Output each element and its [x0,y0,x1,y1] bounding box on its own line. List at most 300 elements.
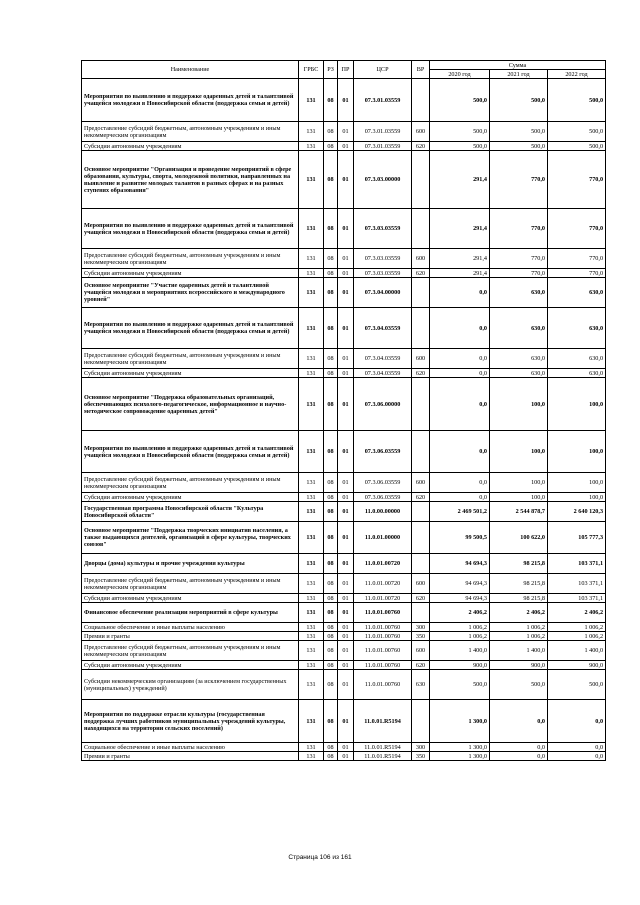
cell-sum-2020: 0,0 [430,278,490,308]
cell-rz: 08 [324,623,338,632]
cell-grbs: 131 [299,209,324,249]
cell-csr: 11.0.01.00720 [354,554,412,574]
cell-csr: 11.0.01.R5194 [354,743,412,752]
table-row [82,554,606,574]
cell-sum-2020: 0,0 [430,308,490,349]
cell-vr [412,151,430,209]
cell-rz: 08 [324,661,338,670]
cell-sum-2022: 100,0 [548,431,606,473]
cell-grbs: 131 [299,661,324,670]
table-row [82,151,606,209]
cell-sum-2021: 100,0 [490,473,548,493]
cell-vr [412,522,430,554]
cell-name: Субсидии автономным учреждениям [82,661,299,670]
cell-rz: 08 [324,632,338,641]
cell-name: Мероприятия по выявлению и поддержке одаренных детей и талантливой учащейся молодежи в Новосибирской области (поддержка семьи и детей) [82,431,299,473]
cell-sum-2022: 500,0 [548,670,606,700]
cell-grbs: 131 [299,641,324,661]
cell-pr: 01 [338,623,354,632]
header-csr: ЦСР [354,61,412,79]
cell-pr: 01 [338,603,354,623]
cell-rz: 08 [324,369,338,378]
cell-vr: 620 [412,269,430,278]
cell-name: Мероприятия по выявлению и поддержке одаренных детей и талантливой учащейся молодежи в Новосибирской области (поддержка семьи и детей) [82,209,299,249]
cell-grbs: 131 [299,743,324,752]
table-row [82,623,606,632]
cell-sum-2021: 500,0 [490,670,548,700]
cell-rz: 08 [324,378,338,431]
cell-sum-2021: 1 400,0 [490,641,548,661]
cell-sum-2022: 1 400,0 [548,641,606,661]
table-row [82,752,606,761]
cell-grbs: 131 [299,623,324,632]
cell-grbs: 131 [299,502,324,522]
table-row [82,743,606,752]
cell-vr: 620 [412,142,430,151]
cell-sum-2022: 500,0 [548,79,606,122]
cell-vr [412,700,430,743]
cell-vr [412,502,430,522]
cell-sum-2022: 630,0 [548,308,606,349]
header-grbs: ГРБС [299,61,324,79]
cell-rz: 08 [324,473,338,493]
table-row [82,493,606,502]
cell-grbs: 131 [299,670,324,700]
cell-name: Субсидии автономным учреждениям [82,269,299,278]
cell-sum-2020: 0,0 [430,493,490,502]
cell-pr: 01 [338,369,354,378]
table-row [82,522,606,554]
header-year-2022: 2022 год [548,70,606,79]
cell-vr [412,79,430,122]
cell-name: Мероприятия по выявлению и поддержке одаренных детей и талантливой учащейся молодежи в Новосибирской области (поддержка семьи и детей) [82,79,299,122]
cell-pr: 01 [338,522,354,554]
cell-sum-2022: 105 777,3 [548,522,606,554]
cell-sum-2021: 630,0 [490,369,548,378]
cell-rz: 08 [324,349,338,369]
cell-rz: 08 [324,752,338,761]
cell-rz: 08 [324,79,338,122]
cell-vr [412,378,430,431]
cell-csr: 07.3.04.03559 [354,349,412,369]
cell-csr: 07.3.06.03559 [354,431,412,473]
cell-vr [412,554,430,574]
table-row [82,670,606,700]
cell-sum-2020: 1 300,0 [430,700,490,743]
cell-grbs: 131 [299,594,324,603]
cell-sum-2021: 100 622,0 [490,522,548,554]
cell-grbs: 131 [299,603,324,623]
cell-pr: 01 [338,79,354,122]
cell-pr: 01 [338,431,354,473]
cell-csr: 11.0.01.00720 [354,594,412,603]
cell-grbs: 131 [299,378,324,431]
cell-sum-2021: 98 215,8 [490,594,548,603]
cell-sum-2021: 0,0 [490,743,548,752]
cell-pr: 01 [338,554,354,574]
table-row [82,278,606,308]
page-number: Страница 106 из 161 [288,854,352,861]
cell-csr: 07.3.01.03559 [354,122,412,142]
cell-vr: 600 [412,574,430,594]
cell-pr: 01 [338,278,354,308]
cell-sum-2021: 2 406,2 [490,603,548,623]
cell-sum-2022: 100,0 [548,473,606,493]
cell-rz: 08 [324,603,338,623]
cell-name: Предоставление субсидий бюджетным, автономным учреждениям и иным некоммерческим организациям [82,473,299,493]
cell-sum-2022: 500,0 [548,122,606,142]
cell-csr: 07.3.04.00000 [354,278,412,308]
cell-pr: 01 [338,249,354,269]
cell-rz: 08 [324,249,338,269]
table-row [82,574,606,594]
cell-sum-2020: 94 694,3 [430,574,490,594]
cell-sum-2021: 630,0 [490,278,548,308]
cell-csr: 11.0.01.R5194 [354,752,412,761]
cell-csr: 07.3.03.03559 [354,209,412,249]
cell-sum-2022: 770,0 [548,269,606,278]
cell-name: Основное мероприятие "Поддержка образовательных организаций, обеспечивающих психолого-педагогическое, информационное и научно-методическое сопровождение одаренных детей" [82,378,299,431]
cell-sum-2021: 2 544 878,7 [490,502,548,522]
cell-name: Мероприятия по поддержке отрасли культуры (государственная поддержка лучших работников муниципальных учреждений культуры, находящихся на территории сельских поселений) [82,700,299,743]
cell-sum-2022: 630,0 [548,369,606,378]
cell-grbs: 131 [299,122,324,142]
cell-sum-2021: 100,0 [490,493,548,502]
cell-vr: 600 [412,249,430,269]
cell-sum-2022: 500,0 [548,142,606,151]
cell-name: Премии и гранты [82,632,299,641]
cell-grbs: 131 [299,308,324,349]
cell-pr: 01 [338,142,354,151]
cell-grbs: 131 [299,369,324,378]
cell-rz: 08 [324,522,338,554]
cell-sum-2021: 98 215,8 [490,574,548,594]
cell-sum-2022: 103 371,1 [548,554,606,574]
cell-name: Премии и гранты [82,752,299,761]
cell-name: Предоставление субсидий бюджетным, автономным учреждениям и иным некоммерческим организациям [82,249,299,269]
cell-sum-2022: 103 371,1 [548,574,606,594]
cell-name: Субсидии автономным учреждениям [82,493,299,502]
cell-sum-2022: 2 640 120,3 [548,502,606,522]
header-pr: ПР [338,61,354,79]
cell-sum-2020: 291,4 [430,151,490,209]
cell-csr: 07.3.01.03559 [354,79,412,122]
cell-name: Основное мероприятие "Поддержка творческих инициатив населения, а также выдающихся деятелей, организаций в сфере культуры, творческих союзов" [82,522,299,554]
cell-sum-2021: 1 006,2 [490,623,548,632]
cell-grbs: 131 [299,473,324,493]
cell-csr: 11.0.01.00760 [354,623,412,632]
cell-pr: 01 [338,473,354,493]
header-rz: РЗ [324,61,338,79]
table-row [82,502,606,522]
table-row [82,249,606,269]
cell-vr: 300 [412,743,430,752]
table-row [82,269,606,278]
cell-csr: 11.0.01.00760 [354,670,412,700]
cell-name: Основное мероприятие "Участие одаренных детей и талантливой учащейся молодежи в мероприятиях всероссийского и международного уровней" [82,278,299,308]
cell-vr: 620 [412,493,430,502]
cell-sum-2022: 1 006,2 [548,623,606,632]
cell-name: Мероприятия по выявлению и поддержке одаренных детей и талантливой учащейся молодежи в Новосибирской области (поддержка семьи и детей) [82,308,299,349]
cell-sum-2021: 630,0 [490,308,548,349]
table-row [82,349,606,369]
header-vr: ВР [412,61,430,79]
cell-vr: 600 [412,122,430,142]
cell-csr: 11.0.01.R5194 [354,700,412,743]
cell-rz: 08 [324,641,338,661]
cell-sum-2022: 1 006,2 [548,632,606,641]
cell-vr [412,308,430,349]
table-row [82,369,606,378]
cell-rz: 08 [324,151,338,209]
table-row [82,700,606,743]
cell-csr: 07.3.03.00000 [354,151,412,209]
cell-sum-2020: 291,4 [430,249,490,269]
cell-csr: 11.0.01.00760 [354,641,412,661]
table-row [82,378,606,431]
cell-sum-2020: 500,0 [430,670,490,700]
cell-vr [412,603,430,623]
cell-rz: 08 [324,594,338,603]
cell-sum-2020: 291,4 [430,269,490,278]
cell-sum-2020: 1 300,0 [430,752,490,761]
cell-sum-2021: 0,0 [490,752,548,761]
table-row [82,661,606,670]
cell-sum-2020: 291,4 [430,209,490,249]
cell-sum-2022: 630,0 [548,278,606,308]
cell-vr: 600 [412,473,430,493]
cell-pr: 01 [338,151,354,209]
cell-pr: 01 [338,594,354,603]
cell-pr: 01 [338,493,354,502]
cell-sum-2022: 103 371,1 [548,594,606,603]
cell-grbs: 131 [299,349,324,369]
cell-grbs: 131 [299,278,324,308]
cell-pr: 01 [338,641,354,661]
cell-sum-2022: 100,0 [548,378,606,431]
header-name: Наименование [82,61,299,79]
cell-csr: 07.3.03.03559 [354,249,412,269]
cell-name: Основное мероприятие "Организация и проведение мероприятий в сфере образования, культуры, спорта, молодежной политики, направленных на выявление и развитие молодых талантов в разных сферах и на разных ступенях образования" [82,151,299,209]
cell-sum-2022: 0,0 [548,752,606,761]
cell-sum-2021: 770,0 [490,249,548,269]
cell-sum-2020: 2 406,2 [430,603,490,623]
cell-grbs: 131 [299,574,324,594]
cell-sum-2020: 0,0 [430,378,490,431]
cell-sum-2020: 0,0 [430,473,490,493]
cell-sum-2020: 500,0 [430,142,490,151]
cell-rz: 08 [324,700,338,743]
cell-vr: 620 [412,594,430,603]
cell-rz: 08 [324,308,338,349]
cell-sum-2021: 100,0 [490,431,548,473]
cell-grbs: 131 [299,79,324,122]
cell-sum-2020: 500,0 [430,79,490,122]
cell-sum-2020: 1 400,0 [430,641,490,661]
table-row [82,632,606,641]
cell-rz: 08 [324,743,338,752]
cell-vr [412,209,430,249]
cell-sum-2021: 500,0 [490,79,548,122]
cell-grbs: 131 [299,632,324,641]
cell-grbs: 131 [299,752,324,761]
cell-pr: 01 [338,752,354,761]
cell-vr: 600 [412,641,430,661]
cell-pr: 01 [338,661,354,670]
table-row [82,308,606,349]
cell-sum-2020: 0,0 [430,431,490,473]
cell-vr: 620 [412,369,430,378]
cell-grbs: 131 [299,269,324,278]
cell-vr: 620 [412,661,430,670]
cell-pr: 01 [338,502,354,522]
cell-vr: 630 [412,670,430,700]
cell-sum-2021: 1 006,2 [490,632,548,641]
cell-pr: 01 [338,632,354,641]
cell-sum-2020: 2 469 501,2 [430,502,490,522]
cell-sum-2020: 500,0 [430,122,490,142]
cell-sum-2022: 0,0 [548,700,606,743]
cell-sum-2020: 1 006,2 [430,632,490,641]
cell-grbs: 131 [299,431,324,473]
cell-grbs: 131 [299,522,324,554]
cell-name: Субсидии некоммерческим организациям (за исключением государственных (муниципальных) учреждений) [82,670,299,700]
cell-name: Предоставление субсидий бюджетным, автономным учреждениям и иным некоммерческим организациям [82,574,299,594]
cell-csr: 07.3.04.03559 [354,308,412,349]
cell-rz: 08 [324,142,338,151]
cell-vr [412,278,430,308]
cell-name: Предоставление субсидий бюджетным, автономным учреждениям и иным некоммерческим организациям [82,349,299,369]
header-year-2020: 2020 год [430,70,490,79]
cell-csr: 11.0.01.00760 [354,661,412,670]
cell-csr: 11.0.00.00000 [354,502,412,522]
cell-pr: 01 [338,209,354,249]
table-row [82,79,606,122]
cell-rz: 08 [324,122,338,142]
cell-rz: 08 [324,493,338,502]
cell-grbs: 131 [299,554,324,574]
cell-sum-2021: 900,0 [490,661,548,670]
cell-csr: 07.3.06.03559 [354,473,412,493]
table-row [82,603,606,623]
cell-grbs: 131 [299,151,324,209]
cell-name: Социальное обеспечение и иные выплаты населению [82,623,299,632]
cell-csr: 07.3.06.00000 [354,378,412,431]
cell-sum-2020: 94 694,3 [430,554,490,574]
cell-csr: 07.3.03.03559 [354,269,412,278]
cell-rz: 08 [324,574,338,594]
cell-sum-2022: 900,0 [548,661,606,670]
cell-sum-2021: 98 215,8 [490,554,548,574]
cell-name: Предоставление субсидий бюджетным, автономным учреждениям и иным некоммерческим организациям [82,641,299,661]
table-row [82,209,606,249]
cell-csr: 07.3.06.03559 [354,493,412,502]
cell-rz: 08 [324,431,338,473]
cell-sum-2021: 630,0 [490,349,548,369]
cell-vr: 350 [412,752,430,761]
cell-rz: 08 [324,670,338,700]
cell-rz: 08 [324,269,338,278]
table-row [82,641,606,661]
cell-pr: 01 [338,122,354,142]
cell-sum-2020: 1 006,2 [430,623,490,632]
cell-csr: 07.3.04.03559 [354,369,412,378]
budget-table [81,60,606,761]
cell-name: Государственная программа Новосибирской области "Культура Новосибирской области" [82,502,299,522]
table-row [82,594,606,603]
cell-sum-2021: 100,0 [490,378,548,431]
cell-sum-2021: 770,0 [490,209,548,249]
cell-pr: 01 [338,743,354,752]
cell-vr: 350 [412,632,430,641]
cell-pr: 01 [338,574,354,594]
cell-sum-2020: 900,0 [430,661,490,670]
cell-csr: 07.3.01.03559 [354,142,412,151]
cell-vr: 600 [412,349,430,369]
cell-sum-2021: 500,0 [490,122,548,142]
cell-name: Дворцы (дома) культуры и прочие учреждения культуры [82,554,299,574]
cell-sum-2022: 0,0 [548,743,606,752]
cell-sum-2021: 500,0 [490,142,548,151]
cell-name: Социальное обеспечение и иные выплаты населению [82,743,299,752]
cell-grbs: 131 [299,493,324,502]
cell-sum-2021: 0,0 [490,700,548,743]
cell-grbs: 131 [299,249,324,269]
cell-name: Предоставление субсидий бюджетным, автономным учреждениям и иным некоммерческим организациям [82,122,299,142]
cell-sum-2022: 100,0 [548,493,606,502]
cell-rz: 08 [324,502,338,522]
cell-pr: 01 [338,349,354,369]
cell-rz: 08 [324,278,338,308]
cell-name: Субсидии автономным учреждениям [82,369,299,378]
cell-pr: 01 [338,378,354,431]
cell-rz: 08 [324,554,338,574]
cell-grbs: 131 [299,142,324,151]
table-row [82,431,606,473]
cell-sum-2022: 770,0 [548,209,606,249]
table-row [82,473,606,493]
cell-pr: 01 [338,700,354,743]
cell-sum-2022: 770,0 [548,151,606,209]
table-body [82,79,606,761]
cell-csr: 11.0.01.00760 [354,632,412,641]
cell-sum-2020: 1 300,0 [430,743,490,752]
cell-vr [412,431,430,473]
cell-sum-2020: 0,0 [430,369,490,378]
header-sum: Сумма [430,61,606,70]
cell-csr: 11.0.01.00720 [354,574,412,594]
cell-sum-2022: 630,0 [548,349,606,369]
cell-pr: 01 [338,269,354,278]
cell-sum-2021: 770,0 [490,269,548,278]
cell-pr: 01 [338,670,354,700]
cell-csr: 11.0.01.00000 [354,522,412,554]
cell-sum-2020: 0,0 [430,349,490,369]
cell-name: Субсидии автономным учреждениям [82,594,299,603]
cell-sum-2022: 2 406,2 [548,603,606,623]
cell-sum-2020: 94 694,3 [430,594,490,603]
cell-vr: 300 [412,623,430,632]
cell-sum-2021: 770,0 [490,151,548,209]
cell-sum-2020: 99 500,5 [430,522,490,554]
table-row [82,142,606,151]
cell-name: Финансовое обеспечение реализации мероприятий в сфере культуры [82,603,299,623]
cell-grbs: 131 [299,700,324,743]
cell-rz: 08 [324,209,338,249]
cell-sum-2022: 770,0 [548,249,606,269]
cell-pr: 01 [338,308,354,349]
cell-csr: 11.0.01.00760 [354,603,412,623]
